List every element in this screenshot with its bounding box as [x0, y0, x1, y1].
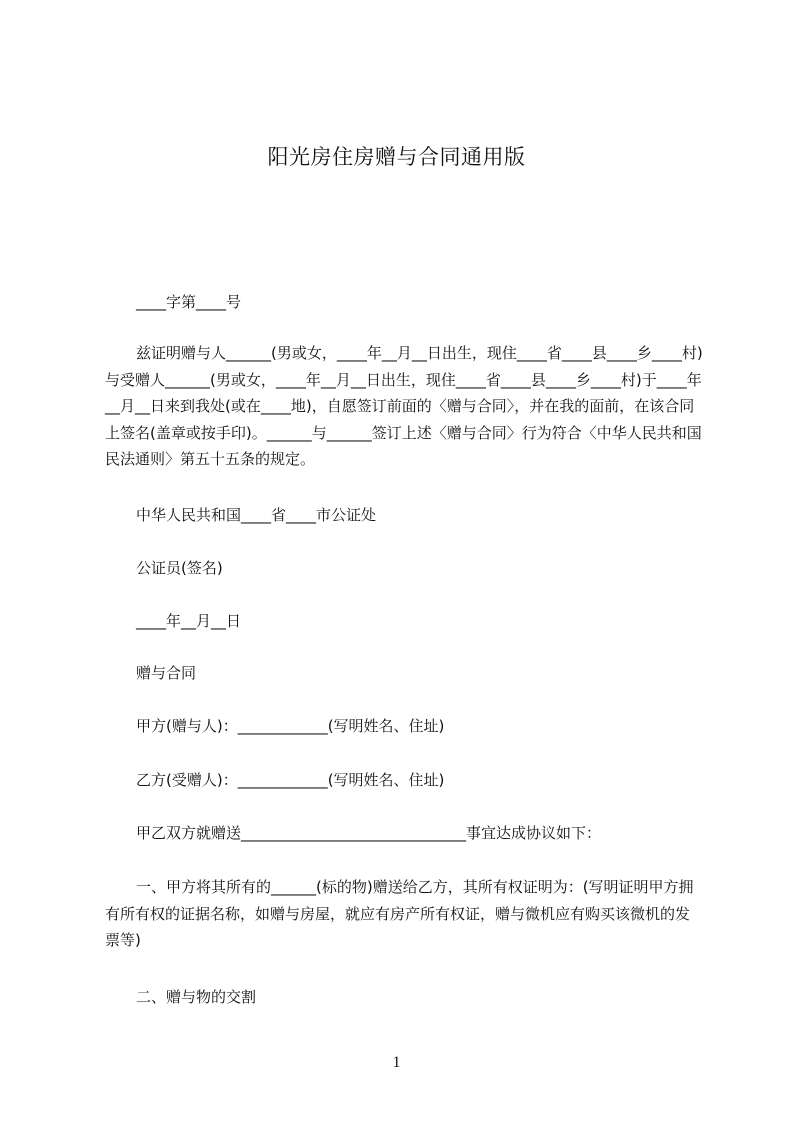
page-number: 1 [392, 1054, 401, 1071]
contract-heading: 赠与合同 [136, 664, 197, 682]
party-a-line: 甲方(赠与人)：____________(写明姓名、住址) [136, 717, 445, 735]
agreement-line: 甲乙双方就赠送______________________________事宜达成协议如下： [136, 824, 602, 842]
date-line: ____年__月__日 [136, 612, 242, 630]
clause-2-heading: 二、赠与物的交割 [136, 988, 257, 1006]
notary-signature-line: 公证员(签名) [136, 559, 223, 577]
reference-number-line: ____字第____号 [136, 293, 242, 311]
party-b-line: 乙方(受赠人)：____________(写明姓名、住址) [136, 771, 445, 789]
document-title: 阳光房住房赠与合同通用版 [267, 145, 526, 169]
notary-certification-paragraph: 兹证明赠与人______(男或女，____年__月__日出生，现住____省____县____乡____村)与受赠人______(男或女，____年__月__日出生，现住____省____县____乡____村)于____年__月__日来到我处(或在____地)，自愿签订前面的〈赠与合同〉，并在我的面前，在该合同上签名(盖章或按手印)。______与______签订上述〈赠与合同〉行为符合〈中华人民共和国民法通则〉第五十五条的规定。 [105, 344, 703, 468]
clause-1-paragraph: 一、甲方将其所有的______(标的物)赠送给乙方，其所有权证明为：(写明证明甲方拥有所有权的证据名称，如赠与房屋，就应有房产所有权证，赠与微机应有购买该微机的发票等) [105, 878, 694, 949]
notary-office-line: 中华人民共和国____省____市公证处 [136, 506, 377, 524]
